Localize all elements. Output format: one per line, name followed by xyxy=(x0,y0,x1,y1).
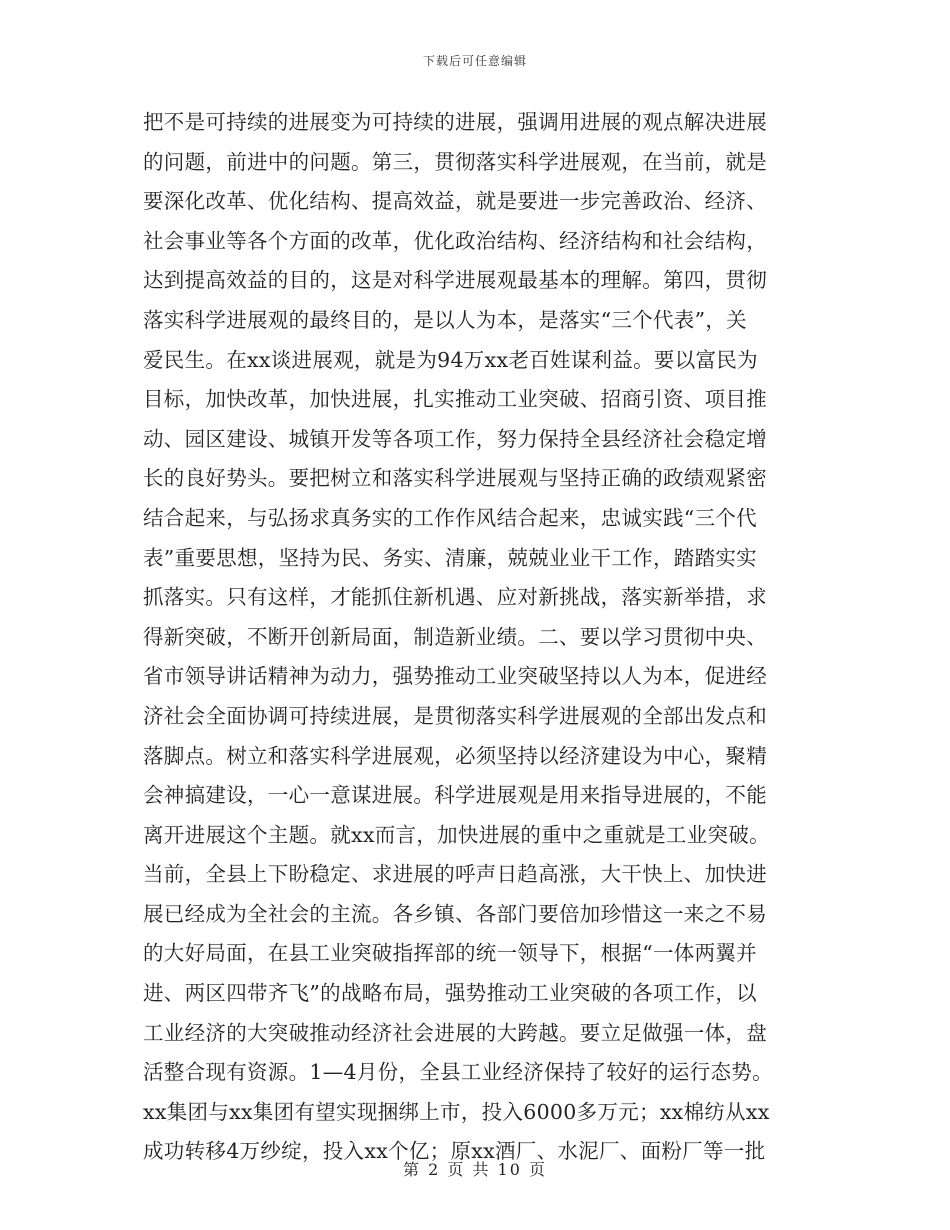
text-line: 爱民生。在xx谈进展观，就是为94万xx老百姓谋利益。要以富民为 xyxy=(143,347,758,372)
text-line: 目标，加快改革，加快进展，扎实推动工业突破、招商引资、项目推 xyxy=(143,387,767,412)
text-line: 表”重要思想，坚持为民、务实、清廉，兢兢业业干工作，踏踏实实 xyxy=(143,545,757,570)
text-line: 达到提高效益的目的，这是对科学进展观最基本的理解。第四，贯彻 xyxy=(143,268,767,293)
text-line: 展已经成为全社会的主流。各乡镇、各部门要倍加珍惜这一来之不易 xyxy=(143,901,767,926)
text-line: 会神搞建设，一心一意谋进展。科学进展观是用来指导进展的，不能 xyxy=(143,783,767,808)
text-line: 当前，全县上下盼稳定、求进展的呼声日趋高涨，大干快上、加快进 xyxy=(143,862,767,887)
text-line: 成功转移4万纱绽，投入xx个亿；原xx酒厂、水泥厂、面粉厂等一批 xyxy=(143,1139,766,1164)
page-number-footer: 第 2 页 共 10 页 xyxy=(403,1160,547,1179)
text-line: 省市领导讲话精神为动力，强势推动工业突破坚持以人为本，促进经 xyxy=(143,664,767,689)
text-line: 离开进展这个主题。就xx而言，加快进展的重中之重就是工业突破。 xyxy=(143,822,770,847)
text-line: 工业经济的大突破推动经济社会进展的大跨越。要立足做强一体，盘 xyxy=(143,1020,767,1045)
text-line: 把不是可持续的进展变为可持续的进展，强调用进展的观点解决进展 xyxy=(143,110,767,134)
page-header: 下载后可任意编辑 xyxy=(422,54,527,68)
text-line: 长的良好势头。要把树立和落实科学进展观与坚持正确的政绩观紧密 xyxy=(143,466,767,491)
text-line: 动、园区建设、城镇开发等各项工作，努力保持全县经济社会稳定增 xyxy=(143,426,767,451)
text-line: 社会事业等各个方面的改革，优化政治结构、经济结构和社会结构， xyxy=(143,228,767,253)
text-line: 济社会全面协调可持续进展，是贯彻落实科学进展观的全部出发点和 xyxy=(143,703,767,728)
text-line: 活整合现有资源。1—4月份，全县工业经济保持了较好的运行态势。 xyxy=(143,1060,773,1085)
text-line: 抓落实。只有这样，才能抓住新机遇、应对新挑战，落实新举措，求 xyxy=(143,585,767,610)
document-body xyxy=(143,103,823,1172)
text-line: 落脚点。树立和落实科学进展观，必须坚持以经济建设为中心，聚精 xyxy=(143,743,767,768)
text-line: 得新突破，不断开创新局面，制造新业绩。二、要以学习贯彻中央、 xyxy=(143,624,767,649)
text-line: 要深化改革、优化结构、提高效益，就是要进一步完善政治、经济、 xyxy=(143,189,767,214)
text-line: 的大好局面，在县工业突破指挥部的统一领导下，根据“一体两翼并 xyxy=(143,941,757,966)
text-line: 进、两区四带齐飞”的战略布局，强势推动工业突破的各项工作，以 xyxy=(143,981,757,1006)
text-line: 落实科学进展观的最终目的，是以人为本，是落实“三个代表”，关 xyxy=(143,307,747,332)
text-line: 结合起来，与弘扬求真务实的工作作风结合起来，忠诚实践“三个代 xyxy=(143,505,757,530)
text-line: xx集团与xx集团有望实现捆绑上市，投入6000多万元；xx棉纺从xx xyxy=(143,1099,770,1124)
text-line: 的问题，前进中的问题。第三，贯彻落实科学进展观，在当前，就是 xyxy=(143,149,767,174)
